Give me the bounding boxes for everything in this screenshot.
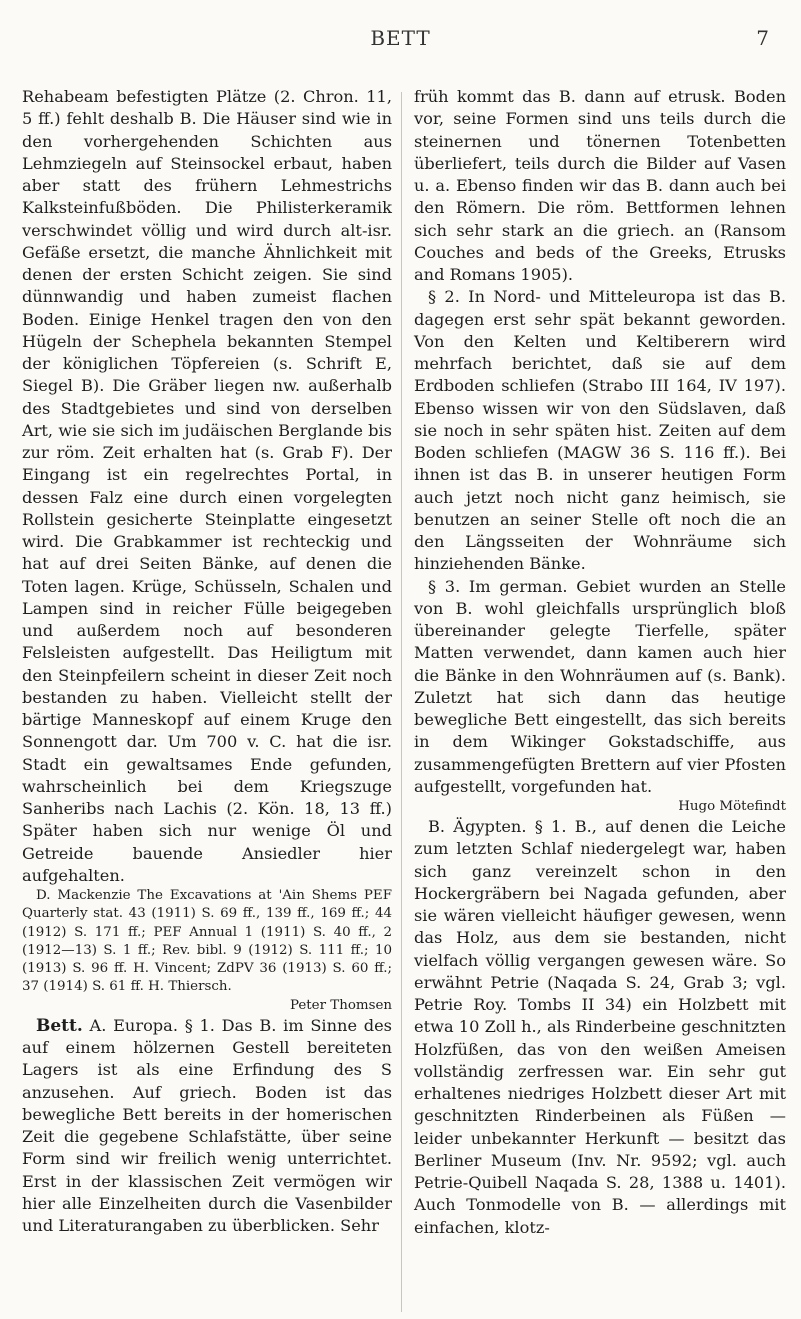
author-signature-moetefindt: Hugo Mötefindt — [678, 799, 786, 814]
bibliography-note: D. Mackenzie The Excavations at 'Ain Shems PEF Quarterly stat. 43 (1911) S. 69 ff., 139 ff., 169 ff.; 44 (1912) S. 171 ff.; PEF Annual 1 (1911) S. 40 ff., 2 (1912—13) S. 1 ff.; Rev. bibl. 9 (1912) S. 111 ff.; 10 (1913) S. 96 ff. H. Vincent; ZdPV 36 (1913) S. 60 ff.; 37 (1914) S. 61 ff. H. Thiersch. — [22, 888, 392, 995]
paragraph-etruscan-roman: früh kommt das B. dann auf etrusk. Boden vor, seine Formen sind uns teils durch die steinernen und tönernen Totenbetten überliefert, teils durch die Bilder auf Vasen u. a. Ebenso finden wir das B. dann auch bei den Römern. Die röm. Bettformen lehnen sich sehr stark an die griech. an (Ransom Couches and beds of the Greeks, Etrusks and Romans 1905). — [414, 87, 786, 284]
column-divider — [401, 92, 402, 1312]
page-number: 7 — [756, 26, 769, 50]
left-column — [22, 86, 392, 1237]
paragraph-excavation-report: Rehabeam befestigten Plätze (2. Chron. 11, 5 ff.) fehlt deshalb B. Die Häuser sind wie in den vorhergehenden Schichten aus Lehmziegeln auf Steinsockel erbaut, haben aber statt des frühern Lehmestrichs Kalksteinfußböden. Die Philisterkeramik verschwindet völlig und wird durch alt-isr. Gefäße ersetzt, die manche Ähnlichkeit mit denen der ersten Schicht zeigen. Sie sind dünnwandig und haben zumeist flachen Boden. Einige Henkel tragen den von den Hügeln der Schephela bekannten Stempel der königlichen Töpfereien (s. Schrift E, Siegel B). Die Gräber liegen nw. außerhalb des Stadtgebietes und sind von derselben Art, wie sie sich im judäischen Berglande bis zur röm. Zeit erhalten hat (s. Grab F). Der Eingang ist ein regelrechtes Portal, in dessen Falz eine durch einen vorgelegten Rollstein gesicherte Steinplatte eingesetzt wird. Die Grabkammer ist rechteckig und hat auf drei Seiten Bänke, auf denen die Toten lagen. Krüge, Schüsseln, Schalen und Lampen sind in reicher Fülle beigegeben und außerdem noch auf besonderen Felsleisten aufgestellt. Das Heiligtum mit den Steinpfeilern scheint in dieser Zeit noch bestanden zu haben. Vielleicht stellt der bärtige Manneskopf auf einem Kruge den Sonnengott dar. Um 700 v. C. hat die isr. Stadt ein gewaltsames Ende gefunden, wahrscheinlich bei dem Kriegszuge Sanheribs nach Lachis (2. Kön. 18, 13 ff.) Später haben sich nur wenige Öl und Getreide bauende Ansiedler hier aufgehalten. — [22, 87, 392, 885]
paragraph-section-3: § 3. Im german. Gebiet wurden an Stelle von B. wohl gleichfalls ursprünglich bloß übereinander gelegte Tierfelle, später Matten verwendet, dann kamen auch hier die Bänke in den Wohnräumen auf (s. Bank). Zuletzt hat sich dann das heutige bewegliche Bett eingestellt, das sich bereits in dem Wikinger Gokstadschiffe, aus zusammengefügten Brettern auf vier Pfosten aufgestellt, vorgefunden hat. — [414, 576, 786, 796]
author-signature-thomsen: Peter Thomsen — [289, 997, 392, 1013]
paragraph-section-2: § 2. In Nord- und Mitteleuropa ist das B. dagegen erst sehr spät bekannt geworden. Von den Kelten und Keltiberern wird mehrfach berichtet, daß sie auf dem Erdboden schliefen (Strabo III 164, IV 197). Ebenso wissen wir von den Südslaven, daß sie noch in sehr späten hist. Zeiten auf dem Boden schliefen (MAGW 36 S. 116 ff.). Bei ihnen ist das B. in unserer heutigen Form auch jetzt noch nicht ganz heimisch, sie benutzen an seiner Stelle oft noch die an den Längsseiten der Wohnräume sich hinziehenden Bänke. — [414, 287, 786, 574]
right-column — [414, 86, 786, 1239]
paragraph-egypt: B. Ägypten. § 1. B., auf denen die Leiche zum letzten Schlaf niedergelegt war, haben sich ganz vereinzelt schon in den Hockergräbern bei Nagada gefunden, aber sie wären vielleicht häufiger gewesen, wenn das Holz, aus dem sie bestanden, nicht vielfach völlig vergangen gewesen wäre. So erwähnt Petrie (Naqada S. 24, Grab 3; vgl. Petrie Roy. Tombs II 34) ein Holzbett mit etwa 10 Zoll h., als Rinderbeine geschnitzten Holzfüßen, das von den weißen Ameisen vollständig zerfressen war. Ein sehr gut erhaltenes niedriges Holzbett dieser Art mit geschnitzten Rinderbeinen als Füßen — leider unbekannter Herkunft — besitzt das Berliner Museum (Inv. Nr. 9592; vgl. auch Petrie-Quibell Naqada S. 28, 1388 u. 1401). Auch Tonmodelle von B. — allerdings mit einfachen, klotz- — [414, 817, 786, 1237]
entry-headword: Bett. — [36, 1015, 83, 1036]
entry-bett-text: A. Europa. § 1. Das B. im Sinne des auf einem hölzernen Gestell bereiteten Lagers ist als eine Erfindung des S anzusehen. Auf griech. Boden ist das bewegliche Bett bereits in der homerischen Zeit die gegebene Schlafstätte, über seine Form sind wir freilich wenig unterrichtet. Erst in der klassischen Zeit vermögen wir hier alle Einzelheiten durch die Vasenbilder und Literaturangaben zu überblicken. Sehr — [22, 1015, 392, 1236]
entry-bett-intro — [22, 1015, 392, 1238]
running-head: BETT — [370, 26, 431, 50]
